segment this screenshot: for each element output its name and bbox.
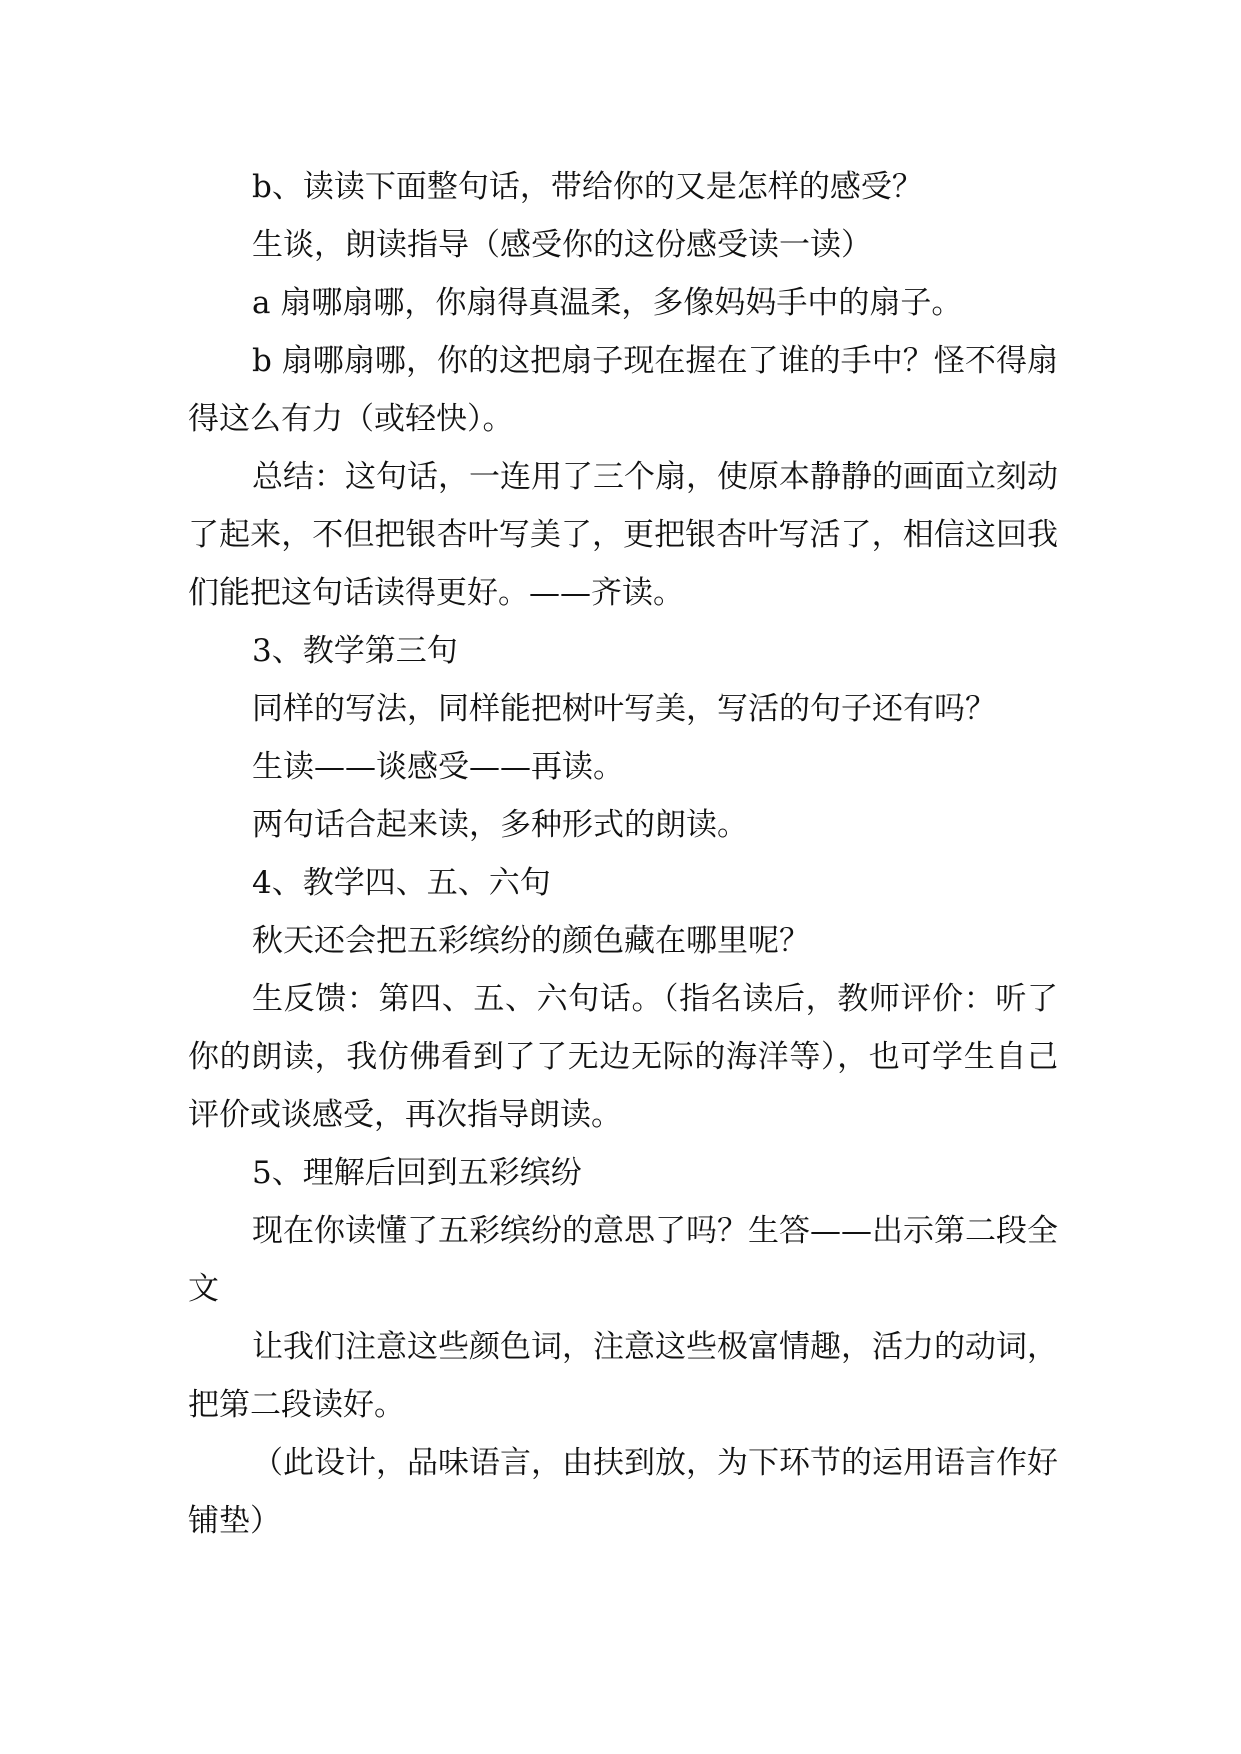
paragraph: 秋天还会把五彩缤纷的颜色藏在哪里呢？ xyxy=(252,923,810,959)
paragraph: b 扇哪扇哪，你的这把扇子现在握在了谁的手中？怪不得扇得这么有力（或轻快）。 xyxy=(188,343,1058,437)
paragraph: 生反馈：第四、五、六句话。（指名读后，教师评价：听了你的朗读，我仿佛看到了了无边无际的海洋等），也可学生自己评价或谈感受，再次指导朗读。 xyxy=(188,981,1058,1133)
section-heading: 4、教学四、五、六句 xyxy=(252,865,551,901)
paragraph: 同样的写法，同样能把树叶写美，写活的句子还有吗？ xyxy=(252,691,996,727)
paragraph: 现在你读懂了五彩缤纷的意思了吗？生答——出示第二段全文 xyxy=(188,1213,1058,1307)
paragraph: 让我们注意这些颜色词，注意这些极富情趣，活力的动词，把第二段读好。 xyxy=(188,1329,1058,1423)
document-body xyxy=(188,158,1058,1550)
paragraph: 生读——谈感受——再读。 xyxy=(252,749,624,785)
paragraph: a 扇哪扇哪，你扇得真温柔，多像妈妈手中的扇子。 xyxy=(252,285,963,321)
paragraph: 生谈，朗读指导（感受你的这份感受读一读） xyxy=(252,227,872,263)
paragraph: 总结：这句话，一连用了三个扇，使原本静静的画面立刻动了起来，不但把银杏叶写美了，更把银杏叶写活了，相信这回我们能把这句话读得更好。——齐读。 xyxy=(188,459,1058,611)
paragraph: b、读读下面整句话，带给你的又是怎样的感受？ xyxy=(252,169,923,205)
paragraph: 两句话合起来读，多种形式的朗读。 xyxy=(252,807,748,843)
section-heading: 3、教学第三句 xyxy=(252,633,458,669)
section-heading: 5、理解后回到五彩缤纷 xyxy=(252,1155,582,1191)
design-note: （此设计，品味语言，由扶到放，为下环节的运用语言作好铺垫） xyxy=(188,1445,1058,1539)
